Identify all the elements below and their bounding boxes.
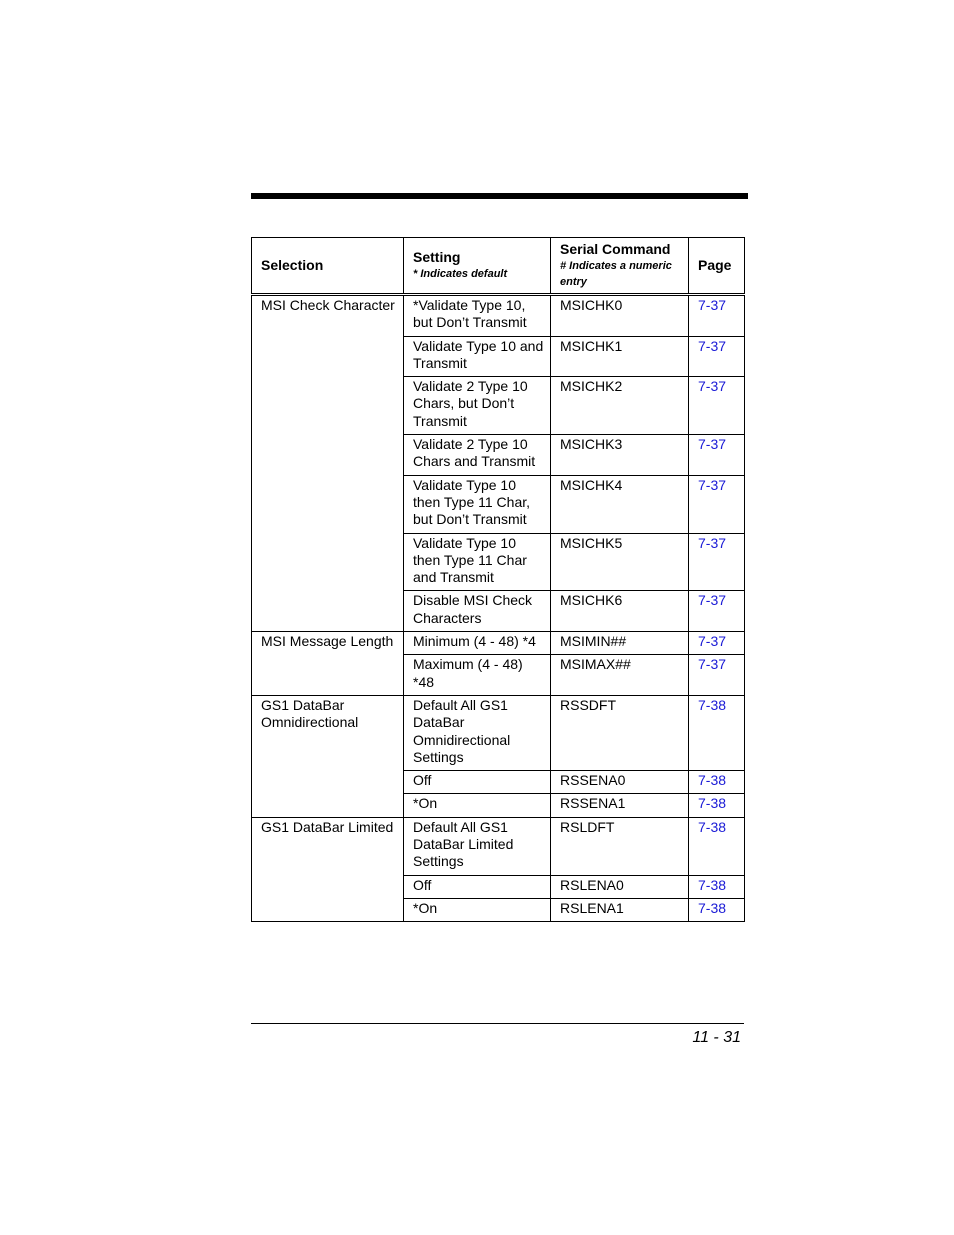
page-link[interactable]: 7-38 <box>698 876 727 893</box>
header-serial-command-note: # Indicates a numeric entry <box>560 260 672 289</box>
table-row <box>252 632 745 655</box>
page-link[interactable]: 7-37 <box>698 633 727 650</box>
setting-cell: Minimum (4 - 48) *4 <box>404 632 551 655</box>
command-cell: RSLENA1 <box>551 898 689 921</box>
page-link[interactable]: 7-38 <box>698 795 727 812</box>
setting-cell: *On <box>404 898 551 921</box>
table-body <box>252 295 745 922</box>
command-cell: MSICHK3 <box>551 435 689 476</box>
page-cell <box>689 655 745 696</box>
command-cell: MSIMIN## <box>551 632 689 655</box>
header-selection: Selection <box>252 238 404 295</box>
selection-cell: MSI Check Character <box>252 295 404 632</box>
command-cell: MSIMAX## <box>551 655 689 696</box>
command-cell: MSICHK4 <box>551 475 689 533</box>
page-link[interactable]: 7-37 <box>698 378 727 395</box>
page-cell <box>689 377 745 435</box>
footer-rule <box>251 1023 744 1024</box>
page-link[interactable]: 7-38 <box>698 899 727 916</box>
header-rule <box>251 193 748 199</box>
page-number: 11 - 31 <box>692 1029 741 1046</box>
setting-cell: Default All GS1 DataBar Omnidirectional Settings <box>404 695 551 770</box>
selection-cell: GS1 DataBar Omnidirectional <box>252 695 404 817</box>
page-cell <box>689 533 745 591</box>
page-cell <box>689 771 745 794</box>
setting-cell: Off <box>404 771 551 794</box>
table-row <box>252 817 745 875</box>
command-cell: MSICHK1 <box>551 336 689 377</box>
page-cell <box>689 295 745 337</box>
command-cell: MSICHK0 <box>551 295 689 337</box>
page-link[interactable]: 7-37 <box>698 534 727 551</box>
command-cell: RSSENA1 <box>551 794 689 817</box>
page-link[interactable]: 7-37 <box>698 337 727 354</box>
setting-cell: Validate Type 10 and Transmit <box>404 336 551 377</box>
setting-cell: Maximum (4 - 48) *48 <box>404 655 551 696</box>
command-cell: RSLDFT <box>551 817 689 875</box>
page-link[interactable]: 7-37 <box>698 592 727 609</box>
table-header <box>252 238 745 295</box>
setting-cell: Default All GS1 DataBar Limited Settings <box>404 817 551 875</box>
page-link[interactable]: 7-38 <box>698 818 727 835</box>
setting-cell: Validate Type 10 then Type 11 Char and Transmit <box>404 533 551 591</box>
page-link[interactable]: 7-38 <box>698 696 727 713</box>
page-cell <box>689 475 745 533</box>
setting-cell: *Validate Type 10, but Don’t Transmit <box>404 295 551 337</box>
header-page: Page <box>689 238 745 295</box>
setting-cell: Disable MSI Check Characters <box>404 591 551 632</box>
setting-cell: *On <box>404 794 551 817</box>
page-cell <box>689 817 745 875</box>
selection-cell: GS1 DataBar Limited <box>252 817 404 921</box>
page-cell <box>689 632 745 655</box>
header-setting-note: * Indicates default <box>413 268 508 281</box>
table-row <box>252 695 745 770</box>
command-cell: RSLENA0 <box>551 875 689 898</box>
setting-cell: Validate 2 Type 10 Chars, but Don’t Transmit <box>404 377 551 435</box>
header-setting <box>404 238 551 295</box>
page-cell <box>689 875 745 898</box>
serial-command-table <box>251 237 745 922</box>
page-cell <box>689 898 745 921</box>
selection-cell: MSI Message Length <box>252 632 404 696</box>
setting-cell: Off <box>404 875 551 898</box>
command-cell: MSICHK6 <box>551 591 689 632</box>
header-serial-command <box>551 238 689 295</box>
header-setting-label: Setting <box>413 248 461 265</box>
table-row <box>252 295 745 337</box>
page-cell <box>689 336 745 377</box>
page-cell <box>689 695 745 770</box>
header-row <box>252 238 745 295</box>
setting-cell: Validate 2 Type 10 Chars and Transmit <box>404 435 551 476</box>
command-cell: RSSENA0 <box>551 771 689 794</box>
page-link[interactable]: 7-37 <box>698 476 727 493</box>
page-cell <box>689 435 745 476</box>
header-serial-command-label: Serial Command <box>560 240 671 257</box>
page-link[interactable]: 7-37 <box>698 297 727 313</box>
page-link[interactable]: 7-37 <box>698 436 727 453</box>
command-cell: MSICHK5 <box>551 533 689 591</box>
command-cell: MSICHK2 <box>551 377 689 435</box>
page-cell <box>689 794 745 817</box>
command-cell: RSSDFT <box>551 695 689 770</box>
setting-cell: Validate Type 10 then Type 11 Char, but Don’t Transmit <box>404 475 551 533</box>
page-link[interactable]: 7-37 <box>698 656 727 673</box>
page-link[interactable]: 7-38 <box>698 772 727 789</box>
page-cell <box>689 591 745 632</box>
